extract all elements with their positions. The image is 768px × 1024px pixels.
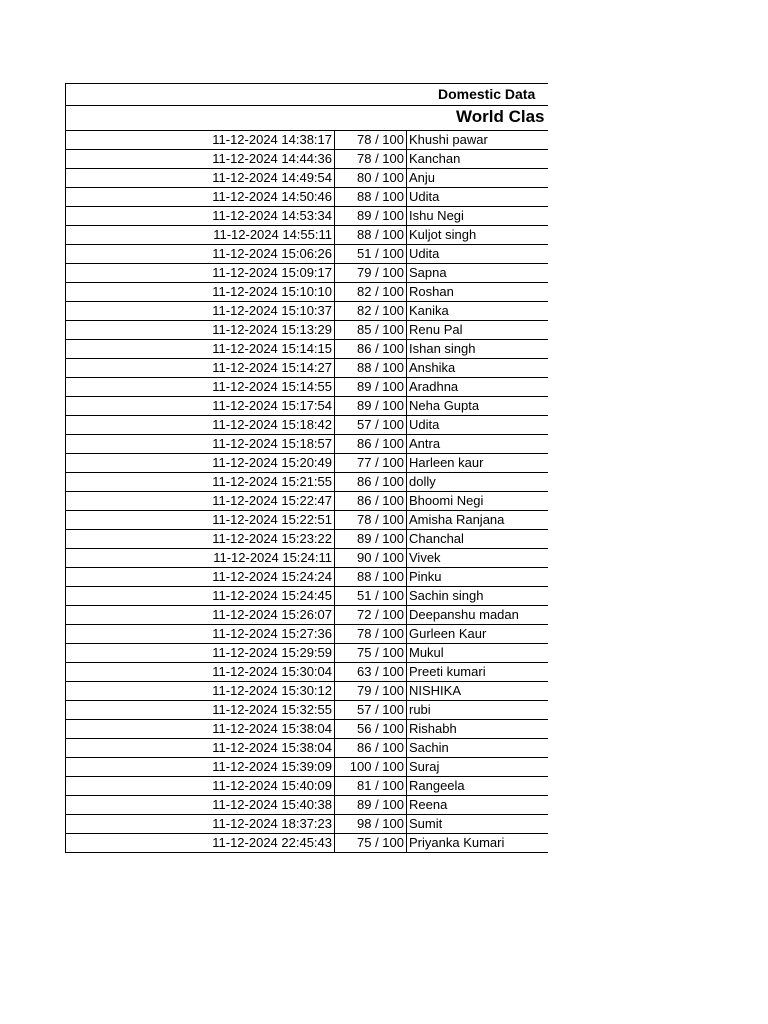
name-cell: Aradhna <box>409 379 459 394</box>
table-row <box>66 302 548 321</box>
name-cell: Kuljot singh <box>409 227 477 242</box>
table-row <box>66 150 548 169</box>
timestamp-cell: 11-12-2024 14:38:17 <box>66 131 335 149</box>
name-cell: Kanika <box>409 303 449 318</box>
table-row <box>66 663 548 682</box>
table-row <box>66 492 548 511</box>
score-cell: 57 / 100 <box>335 416 407 434</box>
timestamp-cell: 11-12-2024 15:10:10 <box>66 283 335 301</box>
name-cell: Khushi pawar <box>409 132 488 147</box>
table-row <box>66 207 548 226</box>
spreadsheet-table <box>65 83 548 853</box>
table-row <box>66 511 548 530</box>
timestamp-cell: 11-12-2024 18:37:23 <box>66 815 335 833</box>
score-cell: 100 / 100 <box>335 758 407 776</box>
name-cell: Udita <box>409 246 440 261</box>
score-cell: 86 / 100 <box>335 340 407 358</box>
table-row <box>66 454 548 473</box>
score-cell: 79 / 100 <box>335 682 407 700</box>
table-row <box>66 701 548 720</box>
score-cell: 75 / 100 <box>335 644 407 662</box>
name-cell: Amisha Ranjana <box>409 512 505 527</box>
timestamp-cell: 11-12-2024 15:27:36 <box>66 625 335 643</box>
score-cell: 75 / 100 <box>335 834 407 852</box>
score-cell: 82 / 100 <box>335 302 407 320</box>
score-cell: 80 / 100 <box>335 169 407 187</box>
table-row <box>66 359 548 378</box>
name-cell: Neha Gupta <box>409 398 480 413</box>
name-cell: rubi <box>409 702 431 717</box>
table-row <box>66 644 548 663</box>
name-cell: Udita <box>409 189 440 204</box>
timestamp-cell: 11-12-2024 15:38:04 <box>66 739 335 757</box>
score-cell: 88 / 100 <box>335 188 407 206</box>
table-row <box>66 226 548 245</box>
name-cell: Chanchal <box>409 531 464 546</box>
header-row-1 <box>66 84 548 106</box>
timestamp-cell: 11-12-2024 15:22:47 <box>66 492 335 510</box>
name-cell: Priyanka Kumari <box>409 835 505 850</box>
sheet-title: Domestic Data <box>438 86 536 102</box>
name-cell: Udita <box>409 417 440 432</box>
score-cell: 89 / 100 <box>335 530 407 548</box>
table-row <box>66 283 548 302</box>
timestamp-cell: 11-12-2024 15:26:07 <box>66 606 335 624</box>
timestamp-cell: 11-12-2024 15:21:55 <box>66 473 335 491</box>
table-row <box>66 739 548 758</box>
name-cell: Ishan singh <box>409 341 476 356</box>
timestamp-cell: 11-12-2024 14:50:46 <box>66 188 335 206</box>
name-cell: Pinku <box>409 569 442 584</box>
score-cell: 51 / 100 <box>335 245 407 263</box>
name-cell: dolly <box>409 474 436 489</box>
score-cell: 86 / 100 <box>335 435 407 453</box>
name-cell: Sachin <box>409 740 449 755</box>
score-cell: 78 / 100 <box>335 511 407 529</box>
name-cell: Sapna <box>409 265 447 280</box>
timestamp-cell: 11-12-2024 15:24:11 <box>66 549 335 567</box>
timestamp-cell: 11-12-2024 15:23:22 <box>66 530 335 548</box>
score-cell: 98 / 100 <box>335 815 407 833</box>
score-cell: 88 / 100 <box>335 359 407 377</box>
score-cell: 89 / 100 <box>335 397 407 415</box>
score-cell: 51 / 100 <box>335 587 407 605</box>
name-cell: Vivek <box>409 550 441 565</box>
header-row-2 <box>66 106 548 131</box>
name-cell: Anju <box>409 170 436 185</box>
timestamp-cell: 11-12-2024 15:24:24 <box>66 568 335 586</box>
name-cell: Rangeela <box>409 778 465 793</box>
table-row <box>66 245 548 264</box>
timestamp-cell: 11-12-2024 15:10:37 <box>66 302 335 320</box>
name-cell: Anshika <box>409 360 456 375</box>
timestamp-cell: 11-12-2024 15:40:38 <box>66 796 335 814</box>
timestamp-cell: 11-12-2024 15:20:49 <box>66 454 335 472</box>
table-row <box>66 131 548 150</box>
timestamp-cell: 11-12-2024 22:45:43 <box>66 834 335 852</box>
name-cell: Ishu Negi <box>409 208 464 223</box>
table-row <box>66 416 548 435</box>
table-row <box>66 587 548 606</box>
score-cell: 89 / 100 <box>335 796 407 814</box>
timestamp-cell: 11-12-2024 15:22:51 <box>66 511 335 529</box>
score-cell: 88 / 100 <box>335 568 407 586</box>
name-cell: Rishabh <box>409 721 457 736</box>
score-cell: 72 / 100 <box>335 606 407 624</box>
timestamp-cell: 11-12-2024 15:17:54 <box>66 397 335 415</box>
table-row <box>66 682 548 701</box>
name-cell: Roshan <box>409 284 454 299</box>
table-row <box>66 758 548 777</box>
name-cell: Sumit <box>409 816 443 831</box>
score-cell: 77 / 100 <box>335 454 407 472</box>
score-cell: 63 / 100 <box>335 663 407 681</box>
timestamp-cell: 11-12-2024 15:18:57 <box>66 435 335 453</box>
table-row <box>66 321 548 340</box>
name-cell: Sachin singh <box>409 588 484 603</box>
score-cell: 78 / 100 <box>335 150 407 168</box>
name-cell: Suraj <box>409 759 440 774</box>
sheet-subtitle: World Clas <box>456 107 545 126</box>
score-cell: 82 / 100 <box>335 283 407 301</box>
timestamp-cell: 11-12-2024 15:24:45 <box>66 587 335 605</box>
table-row <box>66 777 548 796</box>
table-row <box>66 720 548 739</box>
table-row <box>66 796 548 815</box>
score-cell: 78 / 100 <box>335 625 407 643</box>
name-cell: Bhoomi Negi <box>409 493 484 508</box>
timestamp-cell: 11-12-2024 15:30:04 <box>66 663 335 681</box>
score-cell: 78 / 100 <box>335 131 407 149</box>
table-row <box>66 435 548 454</box>
name-cell: Deepanshu madan <box>409 607 519 622</box>
name-cell: Kanchan <box>409 151 461 166</box>
name-cell: Preeti kumari <box>409 664 486 679</box>
name-cell: Antra <box>409 436 441 451</box>
timestamp-cell: 11-12-2024 15:14:27 <box>66 359 335 377</box>
timestamp-cell: 11-12-2024 15:18:42 <box>66 416 335 434</box>
score-cell: 86 / 100 <box>335 492 407 510</box>
table-row <box>66 473 548 492</box>
timestamp-cell: 11-12-2024 15:14:55 <box>66 378 335 396</box>
timestamp-cell: 11-12-2024 15:38:04 <box>66 720 335 738</box>
timestamp-cell: 11-12-2024 15:06:26 <box>66 245 335 263</box>
timestamp-cell: 11-12-2024 15:39:09 <box>66 758 335 776</box>
table-body <box>66 131 548 853</box>
name-cell: Mukul <box>409 645 444 660</box>
timestamp-cell: 11-12-2024 14:55:11 <box>66 226 335 244</box>
score-cell: 86 / 100 <box>335 739 407 757</box>
table-row <box>66 340 548 359</box>
score-cell: 57 / 100 <box>335 701 407 719</box>
timestamp-cell: 11-12-2024 15:14:15 <box>66 340 335 358</box>
timestamp-cell: 11-12-2024 15:13:29 <box>66 321 335 339</box>
score-cell: 88 / 100 <box>335 226 407 244</box>
timestamp-cell: 11-12-2024 15:09:17 <box>66 264 335 282</box>
score-cell: 86 / 100 <box>335 473 407 491</box>
name-cell: Renu Pal <box>409 322 463 337</box>
table-row <box>66 188 548 207</box>
score-cell: 56 / 100 <box>335 720 407 738</box>
timestamp-cell: 11-12-2024 15:40:09 <box>66 777 335 795</box>
score-cell: 85 / 100 <box>335 321 407 339</box>
table-row <box>66 530 548 549</box>
table-row <box>66 606 548 625</box>
table-row <box>66 378 548 397</box>
table-row <box>66 549 548 568</box>
table-row <box>66 834 548 853</box>
table-row <box>66 169 548 188</box>
name-cell: Reena <box>409 797 448 812</box>
timestamp-cell: 11-12-2024 15:29:59 <box>66 644 335 662</box>
table-row <box>66 397 548 416</box>
name-cell: Gurleen Kaur <box>409 626 487 641</box>
table-row <box>66 568 548 587</box>
score-cell: 89 / 100 <box>335 207 407 225</box>
timestamp-cell: 11-12-2024 15:30:12 <box>66 682 335 700</box>
score-cell: 89 / 100 <box>335 378 407 396</box>
table-row <box>66 264 548 283</box>
score-cell: 79 / 100 <box>335 264 407 282</box>
timestamp-cell: 11-12-2024 14:53:34 <box>66 207 335 225</box>
table-row <box>66 815 548 834</box>
table-row <box>66 625 548 644</box>
score-cell: 90 / 100 <box>335 549 407 567</box>
timestamp-cell: 11-12-2024 15:32:55 <box>66 701 335 719</box>
timestamp-cell: 11-12-2024 14:49:54 <box>66 169 335 187</box>
timestamp-cell: 11-12-2024 14:44:36 <box>66 150 335 168</box>
score-cell: 81 / 100 <box>335 777 407 795</box>
name-cell: Harleen kaur <box>409 455 484 470</box>
name-cell: NISHIKA <box>409 683 462 698</box>
